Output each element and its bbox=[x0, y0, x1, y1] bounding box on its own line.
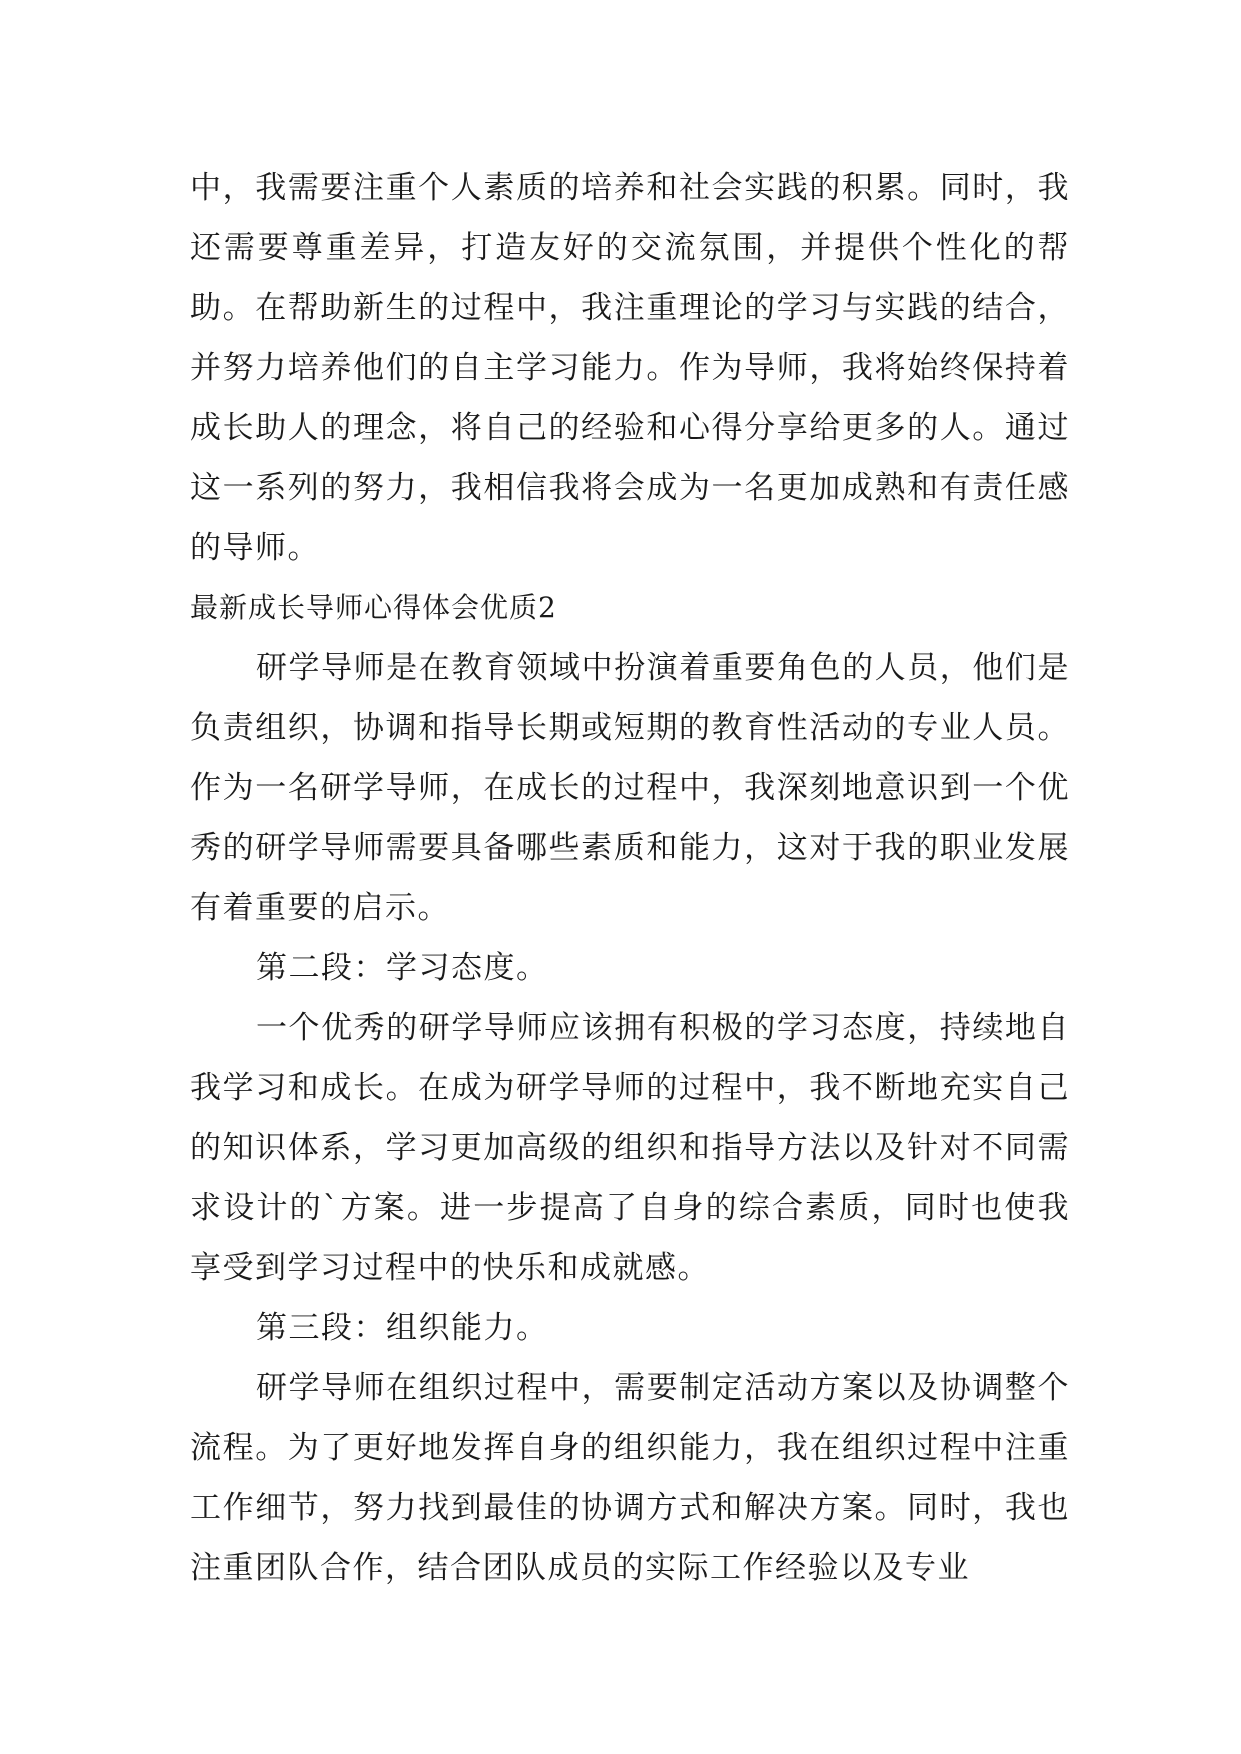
paragraph-intro-role: 研学导师是在教育领域中扮演着重要角色的人员，他们是负责组织，协调和指导长期或短期的教育性活动的专业人员。作为一名研学导师，在成长的过程中，我深刻地意识到一个优秀的研学导师需要具备哪些素质和能力，这对于我的职业发展有着重要的启示。 bbox=[190, 650, 1070, 926]
paragraph-heading-learning: 第二段：学习态度。 bbox=[256, 950, 549, 986]
paragraph-organization-ability: 研学导师在组织过程中，需要制定活动方案以及协调整个流程。为了更好地发挥自身的组织能力，我在组织过程中注重工作细节，努力找到最佳的协调方式和解决方案。同时，我也注重团队合作，结合团队成员的实际工作经验以及专业 bbox=[190, 1370, 1070, 1586]
paragraph-heading-organization: 第三段：组织能力。 bbox=[256, 1310, 549, 1346]
document-body bbox=[190, 158, 1070, 1598]
intro-paragraph: 中，我需要注重个人素质的培养和社会实践的积累。同时，我还需要尊重差异，打造友好的交流氛围，并提供个性化的帮助。在帮助新生的过程中，我注重理论的学习与实践的结合，并努力培养他们的自主学习能力。作为导师，我将始终保持着成长助人的理念，将自己的经验和心得分享给更多的人。通过这一系列的努力，我相信我将会成为一名更加成熟和有责任感的导师。 bbox=[190, 170, 1070, 566]
section-title: 最新成长导师心得体会优质2 bbox=[190, 591, 557, 624]
paragraph-learning-attitude: 一个优秀的研学导师应该拥有积极的学习态度，持续地自我学习和成长。在成为研学导师的过程中，我不断地充实自己的知识体系，学习更加高级的组织和指导方法以及针对不同需求设计的`方案。进一步提高了自身的综合素质，同时也使我享受到学习过程中的快乐和成就感。 bbox=[190, 1010, 1070, 1286]
